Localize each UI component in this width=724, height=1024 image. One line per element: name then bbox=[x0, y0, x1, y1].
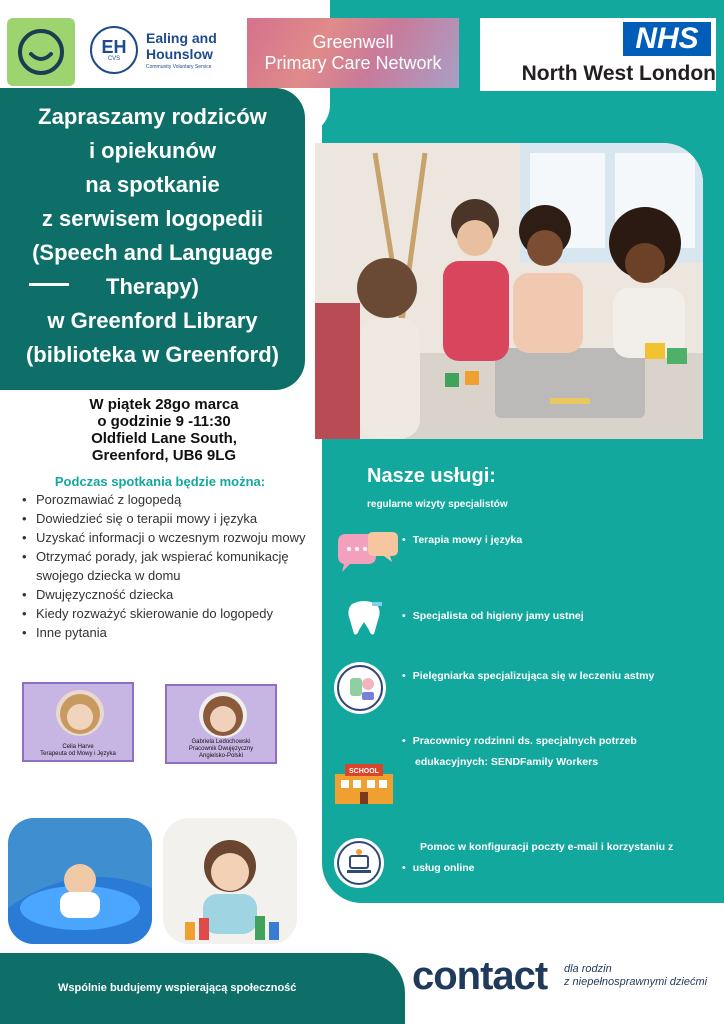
girl-with-toys-photo bbox=[163, 818, 297, 944]
greenwell-line2: Primary Care Network bbox=[264, 53, 442, 73]
smile-logo bbox=[7, 18, 75, 86]
children-playing-photo bbox=[315, 143, 703, 439]
event-address-line1: Oldfield Lane South, bbox=[91, 430, 237, 447]
eh-subtitle: Community Voluntary Service bbox=[146, 64, 212, 70]
service-item-speech: • Terapia mowy i języka bbox=[402, 534, 523, 546]
school-sign-label: SCHOOL bbox=[349, 768, 379, 775]
eh-badge bbox=[90, 26, 138, 74]
list-item: • Inne pytania bbox=[20, 623, 310, 642]
service-label: Pracownicy rodzinni ds. specjalnych potrzeb bbox=[412, 735, 637, 747]
invite-line: Therapy) bbox=[106, 274, 199, 299]
service-label-continued: edukacyjnych: SENDFamily Workers bbox=[415, 756, 599, 768]
invite-line: (biblioteka w Greenford) bbox=[25, 342, 280, 367]
invite-line: i opiekunów bbox=[88, 138, 217, 163]
list-item: • Otrzymać porady, jak wspierać komunikację swojego dziecka w domu bbox=[20, 547, 310, 585]
activities-list bbox=[20, 490, 310, 642]
avatar bbox=[56, 690, 104, 736]
invite-line: Zapraszamy rodziców bbox=[38, 104, 267, 129]
contact-tagline-line2: z niepełnosprawnymi dziećmi bbox=[564, 976, 708, 988]
staff-photo-icon bbox=[56, 690, 104, 736]
services-subtitle: regularne wizyty specjalistów bbox=[367, 499, 508, 510]
eh-name-line1: Ealing and bbox=[146, 30, 217, 46]
speech-bubbles-icon bbox=[334, 530, 400, 576]
services-title: Nasze usługi: bbox=[367, 465, 496, 487]
school-building-icon bbox=[331, 760, 397, 806]
staff-role: Pracownik Dwujęzyczny bbox=[188, 746, 254, 752]
nhs-wordmark: NHS bbox=[623, 22, 711, 56]
service-item-send: • Pracownicy rodzinni ds. specjalnych potrzeb bbox=[402, 735, 637, 747]
ealing-hounslow-logo bbox=[90, 26, 240, 82]
asthma-nurse-icon bbox=[334, 662, 386, 714]
children-photo-illustration bbox=[315, 143, 703, 439]
service-item-online-continued: • usług online bbox=[402, 862, 475, 874]
tooth-icon bbox=[342, 598, 386, 638]
during-heading: Podczas spotkania będzie można: bbox=[54, 474, 266, 489]
invite-line: (Speech and Language bbox=[32, 240, 273, 265]
footer-banner bbox=[0, 953, 405, 1024]
list-item: • Porozmawiać z logopedą bbox=[20, 490, 310, 509]
girl-illustration bbox=[163, 818, 297, 944]
contact-tagline-line1: dla rodzin bbox=[564, 963, 612, 975]
list-item: • Dowiedzieć się o terapii mowy i języka bbox=[20, 509, 310, 528]
invite-line: na spotkanie bbox=[85, 172, 220, 197]
staff-card-celia bbox=[22, 682, 134, 762]
contact-tagline bbox=[564, 963, 707, 989]
list-item: • Kiedy rozważyć skierowanie do logopedy bbox=[20, 604, 310, 623]
staff-role: Angielsko-Polski bbox=[198, 753, 244, 759]
online-help-icon bbox=[334, 838, 384, 888]
event-date: W piątek 28go marca bbox=[89, 396, 239, 413]
service-item-online: Pomoc w konfiguracji poczty e-mail i korzystaniu z bbox=[420, 841, 674, 853]
service-label: Specjalista od higieny jamy ustnej bbox=[412, 610, 584, 622]
avatar bbox=[199, 692, 247, 738]
decorative-dash bbox=[29, 283, 69, 286]
greenwell-logo bbox=[247, 18, 459, 88]
greenwell-line1: Greenwell bbox=[312, 32, 394, 52]
footer-slogan: Wspólnie budujemy wspierającą społeczność bbox=[58, 982, 297, 994]
staff-card-gabriela bbox=[165, 684, 277, 764]
invitation-box bbox=[0, 88, 305, 390]
eh-name bbox=[146, 30, 217, 62]
staff-name: Gabriela Ledochowski bbox=[191, 739, 251, 745]
event-address-line2: Greenford, UB6 9LG bbox=[91, 447, 237, 464]
list-item: • Dwujęzyczność dziecka bbox=[20, 585, 310, 604]
event-time: o godzinie 9 -11:30 bbox=[97, 413, 231, 430]
baby-on-swing-photo bbox=[8, 818, 152, 944]
invite-line: w Greenford Library bbox=[47, 308, 258, 333]
swing-illustration bbox=[8, 818, 152, 944]
staff-name: Celia Harve bbox=[62, 744, 94, 750]
service-label: Terapia mowy i języka bbox=[412, 534, 523, 546]
service-label: Pielęgniarka specjalizująca się w leczeniu astmy bbox=[412, 670, 655, 682]
event-details bbox=[35, 396, 293, 464]
invite-line: z serwisem logopedii bbox=[41, 206, 264, 231]
service-item-asthma: • Pielęgniarka specjalizująca się w leczeniu astmy bbox=[402, 670, 655, 682]
eh-initials: EH bbox=[101, 36, 127, 57]
eh-name-line2: Hounslow bbox=[146, 46, 213, 62]
nhs-logo bbox=[480, 18, 716, 91]
staff-role: Terapeuta od Mowy i Języka bbox=[40, 751, 116, 757]
list-item: • Uzyskać informacji o wczesnym rozwoju mowy bbox=[20, 528, 310, 547]
nhs-region: North West London bbox=[521, 62, 716, 85]
service-label: usług online bbox=[412, 862, 475, 874]
eh-cvs: CVS bbox=[107, 55, 121, 62]
contact-logo: contact bbox=[412, 954, 548, 998]
service-item-dental: • Specjalista od higieny jamy ustnej bbox=[402, 610, 584, 622]
staff-photo-icon bbox=[199, 692, 247, 738]
smile-face-icon bbox=[16, 27, 66, 77]
